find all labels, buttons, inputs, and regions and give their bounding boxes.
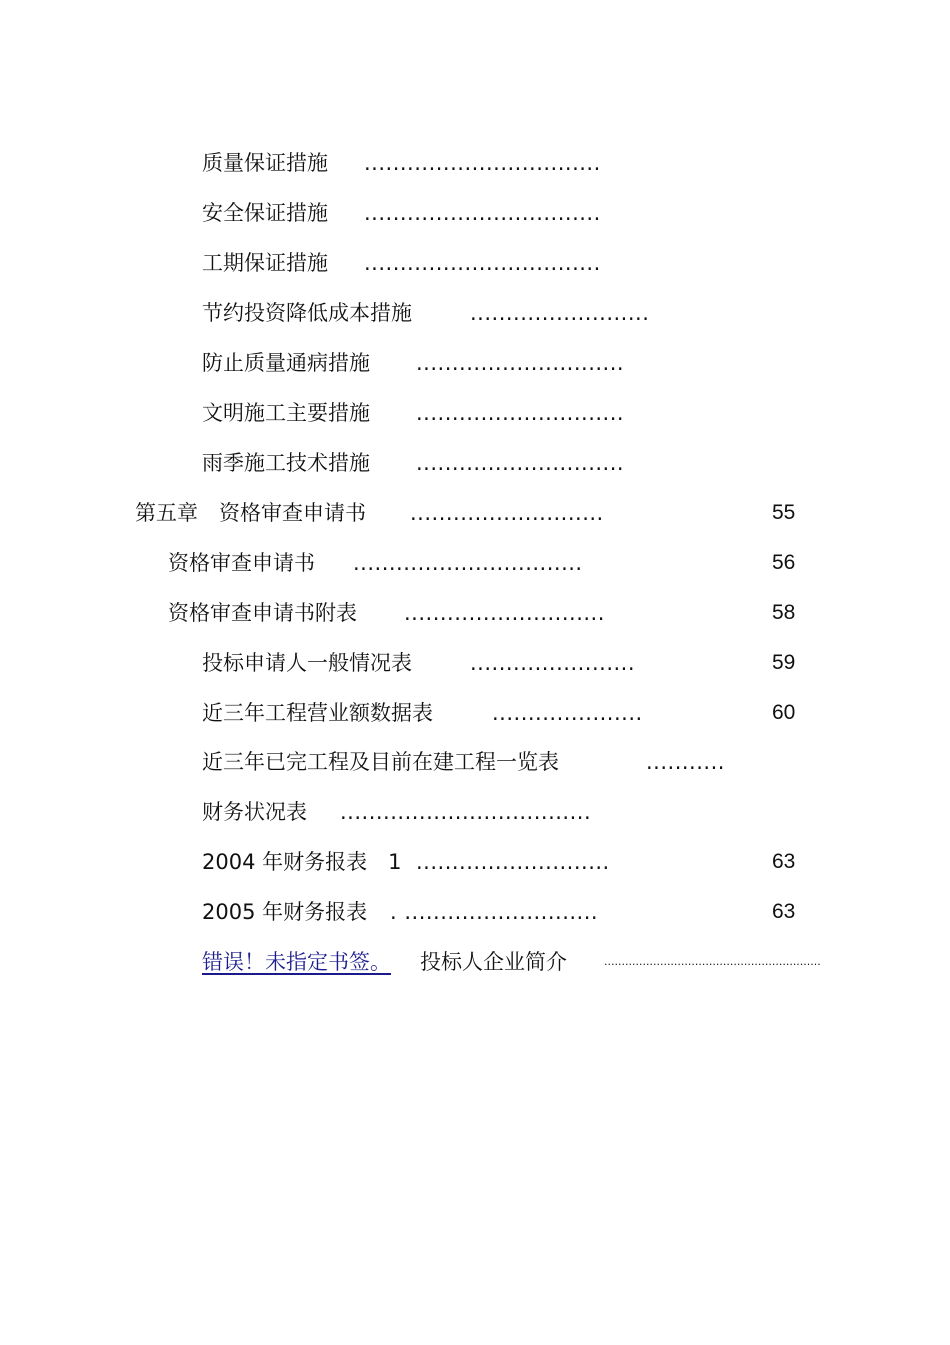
toc-entry-leader: . ...........................	[390, 900, 599, 924]
toc-entry-title: 近三年已完工程及目前在建工程一览表	[202, 750, 559, 774]
toc-entry-leader: .................................	[364, 201, 601, 225]
toc-page-number: 60	[772, 701, 796, 724]
toc-entry-title: 投标人企业简介	[420, 950, 567, 974]
toc-entry-title: 质量保证措施	[202, 151, 328, 175]
toc-entry-leader: .............................	[416, 351, 625, 375]
toc-entry-title: 资格审查申请书附表	[168, 601, 357, 625]
toc-entry-leader: ..............................................................	[604, 955, 821, 968]
toc-page-number: 58	[772, 601, 796, 624]
toc-entry-title: 雨季施工技术措施	[202, 451, 370, 475]
toc-page-number: 59	[772, 651, 796, 674]
toc-entry-leader: .........................	[470, 301, 650, 325]
toc-entry-title: 资格审查申请书	[168, 551, 315, 575]
toc-page-number: 55	[772, 501, 796, 524]
toc-entry-title: 财务状况表	[202, 800, 307, 824]
toc-entry-leader: ...........	[646, 750, 725, 774]
toc-page-number: 56	[772, 551, 796, 574]
bookmark-error-link[interactable]: 错误！未指定书签。	[202, 950, 391, 974]
toc-entry-leader: .............................	[416, 451, 625, 475]
toc-entry-title: 工期保证措施	[202, 251, 328, 275]
toc-entry-title: 文明施工主要措施	[202, 401, 370, 425]
toc-entry-title: 2005 年财务报表	[202, 900, 368, 924]
toc-page-number: 63	[772, 850, 796, 873]
toc-entry-leader: .....................	[492, 701, 643, 725]
toc-entry-title: 近三年工程营业额数据表	[202, 701, 433, 725]
toc-entry-title: 节约投资降低成本措施	[202, 301, 412, 325]
toc-entry-leader: ...........................	[416, 850, 610, 874]
toc-entry-leader: .......................	[470, 651, 636, 675]
toc-entry-title: 投标申请人一般情况表	[202, 651, 412, 675]
toc-entry-leader: ...................................	[340, 800, 592, 824]
toc-entry-title: 2004 年财务报表 1	[202, 850, 402, 874]
toc-entry-leader: .................................	[364, 251, 601, 275]
toc-entry-title: 第五章 资格审查申请书	[135, 501, 366, 525]
toc-entry-title: 安全保证措施	[202, 201, 328, 225]
toc-page-number: 63	[772, 900, 796, 923]
toc-entry-leader: .............................	[416, 401, 625, 425]
toc-entry-leader: ...........................	[410, 501, 604, 525]
toc-entry-leader: .................................	[364, 151, 601, 175]
toc-entry-leader: ............................	[404, 601, 605, 625]
toc-entry-title: 防止质量通病措施	[202, 351, 370, 375]
toc-entry-leader: ................................	[353, 551, 583, 575]
